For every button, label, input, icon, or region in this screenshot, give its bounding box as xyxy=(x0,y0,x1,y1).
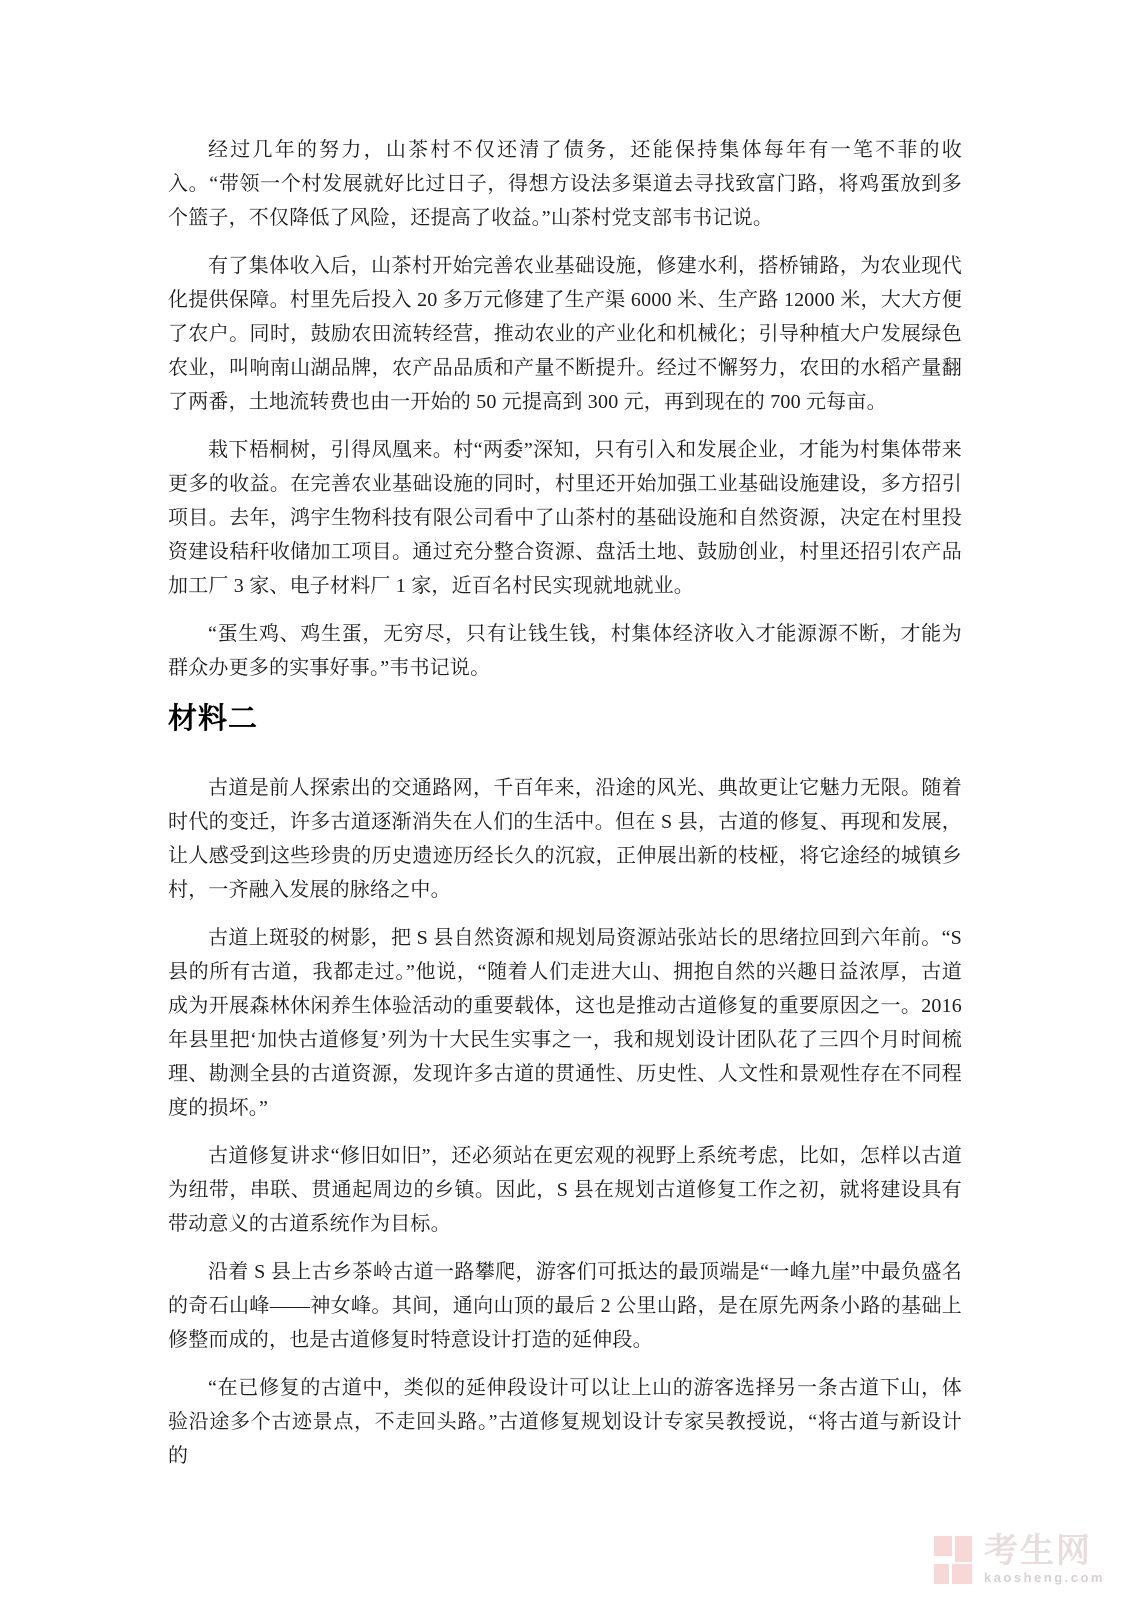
watermark-site-name: 考生网 xyxy=(983,1532,1092,1570)
paragraph: “蛋生鸡、鸡生蛋，无穷尽，只有让钱生钱，村集体经济收入才能源源不断，才能为群众办更多的实事好事。”韦书记说。 xyxy=(168,623,962,679)
kaosheng-watermark xyxy=(934,1534,1105,1584)
paragraph: 栽下梧桐树，引得凤凰来。村“两委”深知，只有引入和发展企业，才能为村集体带来更多的收益。在完善农业基础设施的同时，村里还开始加强工业基础设施建设，多方招引项目。去年，鸿宇生物科技有限公司看中了山茶村的基础设施和自然资源，决定在村里投资建设秸秆收储加工项目。通过充分整合资源、盘活土地、鼓励创业，村里还招引农产品加工厂 3 家、电子材料厂 1 家，近百名村民实现就地就业。 xyxy=(168,439,962,597)
paragraph: “在已修复的古道中，类似的延伸段设计可以让上山的游客选择另一条古道下山，体验沿途多个古迹景点，不走回头路。”古道修复规划设计专家吴教授说，“将古道与新设计的 xyxy=(168,1377,962,1467)
paragraph: 古道是前人探索出的交通路网，千百年来，沿途的风光、典故更让它魅力无限。随着时代的变迁，许多古道逐渐消失在人们的生活中。但在 S 县，古道的修复、再现和发展，让人感受到这些珍贵的历史遗迹历经长久的沉寂，正伸展出新的枝桠，将它途经的城镇乡村，一齐融入发展的脉络之中。 xyxy=(168,777,962,901)
paragraph: 古道上斑驳的树影，把 S 县自然资源和规划局资源站张站长的思绪拉回到六年前。“S 县的所有古道，我都走过。”他说，“随着人们走进大山、拥抱自然的兴趣日益浓厚，古道成为开展森林休闲养生体验活动的重要载体，这也是推动古道修复的重要原因之一。2016 年县里把‘加快古道修复’列为十大民生实事之一，我和规划设计团队花了三四个月时间梳理、勘测全县的古道资源，发现许多古道的贯通性、历史性、人文性和景观性存在不同程度的损坏。” xyxy=(168,927,962,1119)
material2-section xyxy=(168,771,962,1473)
kaosheng-logo-icon xyxy=(934,1536,972,1584)
material1-section xyxy=(168,133,962,685)
paragraph: 有了集体收入后，山茶村开始完善农业基础设施，修建水利，搭桥铺路，为农业现代化提供保障。村里先后投入 20 多万元修建了生产渠 6000 米、生产路 12000 米，大大方便了农户。同时，鼓励农田流转经营，推动农业的产业化和机械化；引导种植大户发展绿色农业，叫响南山湖品牌，农产品品质和产量不断提升。经过不懈努力，农田的水稻产量翻了两番，土地流转费也由一开始的 50 元提高到 300 元，再到现在的 700 元每亩。 xyxy=(168,255,962,413)
watermark-text xyxy=(984,1534,1105,1584)
document-text-block xyxy=(168,133,962,1487)
paragraph: 沿着 S 县上古乡茶岭古道一路攀爬，游客们可抵达的最顶端是“一峰九崖”中最负盛名的奇石山峰——神女峰。其间，通向山顶的最后 2 公里山路，是在原先两条小路的基础上修整而成的，也是古道修复时特意设计打造的延伸段。 xyxy=(168,1261,962,1351)
paragraph: 古道修复讲求“修旧如旧”，还必须站在更宏观的视野上系统考虑，比如，怎样以古道为纽带，串联、贯通起周边的乡镇。因此，S 县在规划古道修复工作之初，就将建设具有带动意义的古道系统作为目标。 xyxy=(168,1145,962,1235)
section-heading-material2: 材料二 xyxy=(168,703,259,735)
paragraph: 经过几年的努力，山茶村不仅还清了债务，还能保持集体每年有一笔不菲的收入。“带领一个村发展就好比过日子，得想方设法多渠道去寻找致富门路，将鸡蛋放到多个篮子，不仅降低了风险，还提高了收益。”山茶村党支部韦书记说。 xyxy=(168,139,962,229)
watermark-site-url: kaosheng.com xyxy=(983,1570,1105,1585)
